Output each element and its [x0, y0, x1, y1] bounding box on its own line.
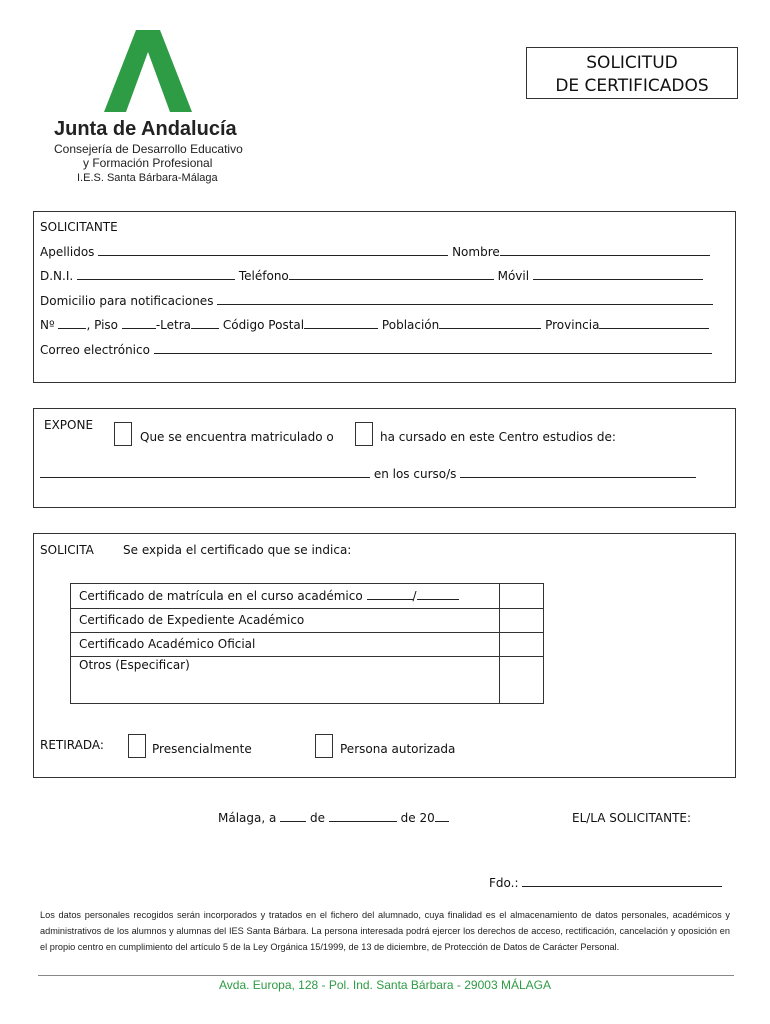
logo-line2: y Formación Profesional [83, 156, 213, 170]
cert-expediente-label: Certificado de Expediente Académico [79, 613, 305, 627]
andalucia-a-logo-icon [104, 30, 192, 112]
table-row [71, 609, 499, 633]
de2-label: de 20 [400, 811, 435, 825]
mes-field[interactable] [329, 811, 397, 822]
lugar-fecha-row [218, 811, 449, 825]
letra-label: -Letra [155, 318, 192, 332]
cert-otros-checkbox[interactable] [500, 657, 544, 703]
matriculado-label: Que se encuentra matriculado o [140, 430, 334, 444]
movil-label: Móvil [497, 269, 530, 283]
domicilio-row [40, 294, 713, 308]
solicita-heading: SOLICITA [40, 543, 94, 557]
presencial-label: Presencialmente [152, 742, 252, 756]
direccion-row [40, 318, 709, 332]
domicilio-label: Domicilio para notificaciones [40, 294, 214, 308]
piso-label: , Piso [86, 318, 118, 332]
logo-org: Junta de Andalucía [54, 118, 237, 140]
autorizada-label: Persona autorizada [340, 742, 456, 756]
curso-inicio-field[interactable] [367, 589, 413, 600]
footer-address: Avda. Europa, 128 - Pol. Ind. Santa Bárbara - 29003 MÁLAGA [219, 978, 551, 992]
apellidos-label: Apellidos [40, 245, 95, 259]
domicilio-field[interactable] [217, 294, 713, 305]
nombre-label: Nombre [452, 245, 500, 259]
table-row [71, 633, 499, 657]
expone-heading: EXPONE [44, 418, 94, 432]
telefono-field[interactable] [289, 269, 494, 280]
letra-field[interactable] [191, 318, 219, 329]
cursado-label: ha cursado en este Centro estudios de: [380, 430, 616, 444]
cert-matricula-label: Certificado de matrícula en el curso académico [79, 589, 363, 603]
fdo-row [489, 876, 722, 890]
de1-label: de [310, 811, 326, 825]
telefono-label: Teléfono [238, 269, 289, 283]
apellidos-field[interactable] [98, 245, 448, 256]
title-line2: DE CERTIFICADOS [555, 76, 709, 96]
table-row [71, 584, 499, 609]
title-line1: SOLICITUD [586, 53, 678, 73]
anio-field[interactable] [435, 811, 449, 822]
dni-row [40, 269, 703, 283]
lugar-label: Málaga, a [218, 811, 277, 825]
solicita-intro: Se expida el certificado que se indica: [123, 543, 352, 557]
matriculado-checkbox[interactable] [114, 422, 132, 446]
cert-oficial-label: Certificado Académico Oficial [79, 637, 256, 651]
codigo-postal-label: Código Postal [222, 318, 305, 332]
dia-field[interactable] [280, 811, 306, 822]
provincia-label: Provincia [545, 318, 600, 332]
numero-field[interactable] [58, 318, 86, 329]
document-title [526, 47, 738, 99]
cursos-label: en los curso/s [373, 467, 457, 481]
piso-field[interactable] [122, 318, 156, 329]
slash-label: / [412, 589, 417, 603]
movil-field[interactable] [533, 269, 703, 280]
cert-oficial-checkbox[interactable] [500, 633, 544, 657]
expone-section [33, 408, 736, 508]
fdo-field[interactable] [522, 876, 722, 887]
certificados-table [70, 583, 544, 704]
retirada-label: RETIRADA: [40, 738, 104, 752]
curso-fin-field[interactable] [417, 589, 459, 600]
apellidos-row [40, 245, 710, 259]
provincia-field[interactable] [599, 318, 709, 329]
fdo-label: Fdo.: [489, 876, 519, 890]
numero-label: Nº [40, 318, 55, 332]
poblacion-label: Población [381, 318, 440, 332]
cert-expediente-checkbox[interactable] [500, 609, 544, 633]
estudios-row [40, 467, 696, 481]
presencial-checkbox[interactable] [128, 734, 146, 758]
footer-divider [38, 975, 734, 976]
autorizada-checkbox[interactable] [315, 734, 333, 758]
codigo-postal-field[interactable] [304, 318, 378, 329]
cursos-field[interactable] [460, 467, 696, 478]
cursado-checkbox[interactable] [355, 422, 373, 446]
logo-line1: Consejería de Desarrollo Educativo [54, 142, 243, 156]
correo-field[interactable] [154, 343, 712, 354]
solicitante-heading: SOLICITANTE [40, 220, 118, 234]
solicitante-firma-label: EL/LA SOLICITANTE: [572, 811, 692, 825]
cert-check-column [499, 584, 543, 703]
correo-label: Correo electrónico [40, 343, 150, 357]
correo-row [40, 343, 712, 357]
nombre-field[interactable] [500, 245, 710, 256]
cert-item-label [79, 589, 459, 603]
proteccion-datos-text: Los datos personales recogidos serán incorporados y tratados en el fichero del alumnado, cuya finalidad es el almacenamiento de datos personales, académicos y administrativos de los alumnos y alumnas del IES Santa Bárbara. La persona interesada podrá ejercer los derechos de acceso, rectificación, cancelación y oposición en el propio centro en cumplimiento del artículo 5 de la Ley Orgánica 15/1999, de 13 de diciembre, de Protección de Datos de Carácter Personal. [40, 910, 730, 952]
poblacion-field[interactable] [439, 318, 541, 329]
logo-line3: I.E.S. Santa Bárbara-Málaga [77, 172, 218, 184]
estudios-field[interactable] [40, 467, 370, 478]
cert-matricula-checkbox[interactable] [500, 584, 544, 609]
dni-field[interactable] [77, 269, 235, 280]
cert-otros-label: Otros (Especificar) [79, 658, 190, 672]
dni-label: D.N.I. [40, 269, 74, 283]
